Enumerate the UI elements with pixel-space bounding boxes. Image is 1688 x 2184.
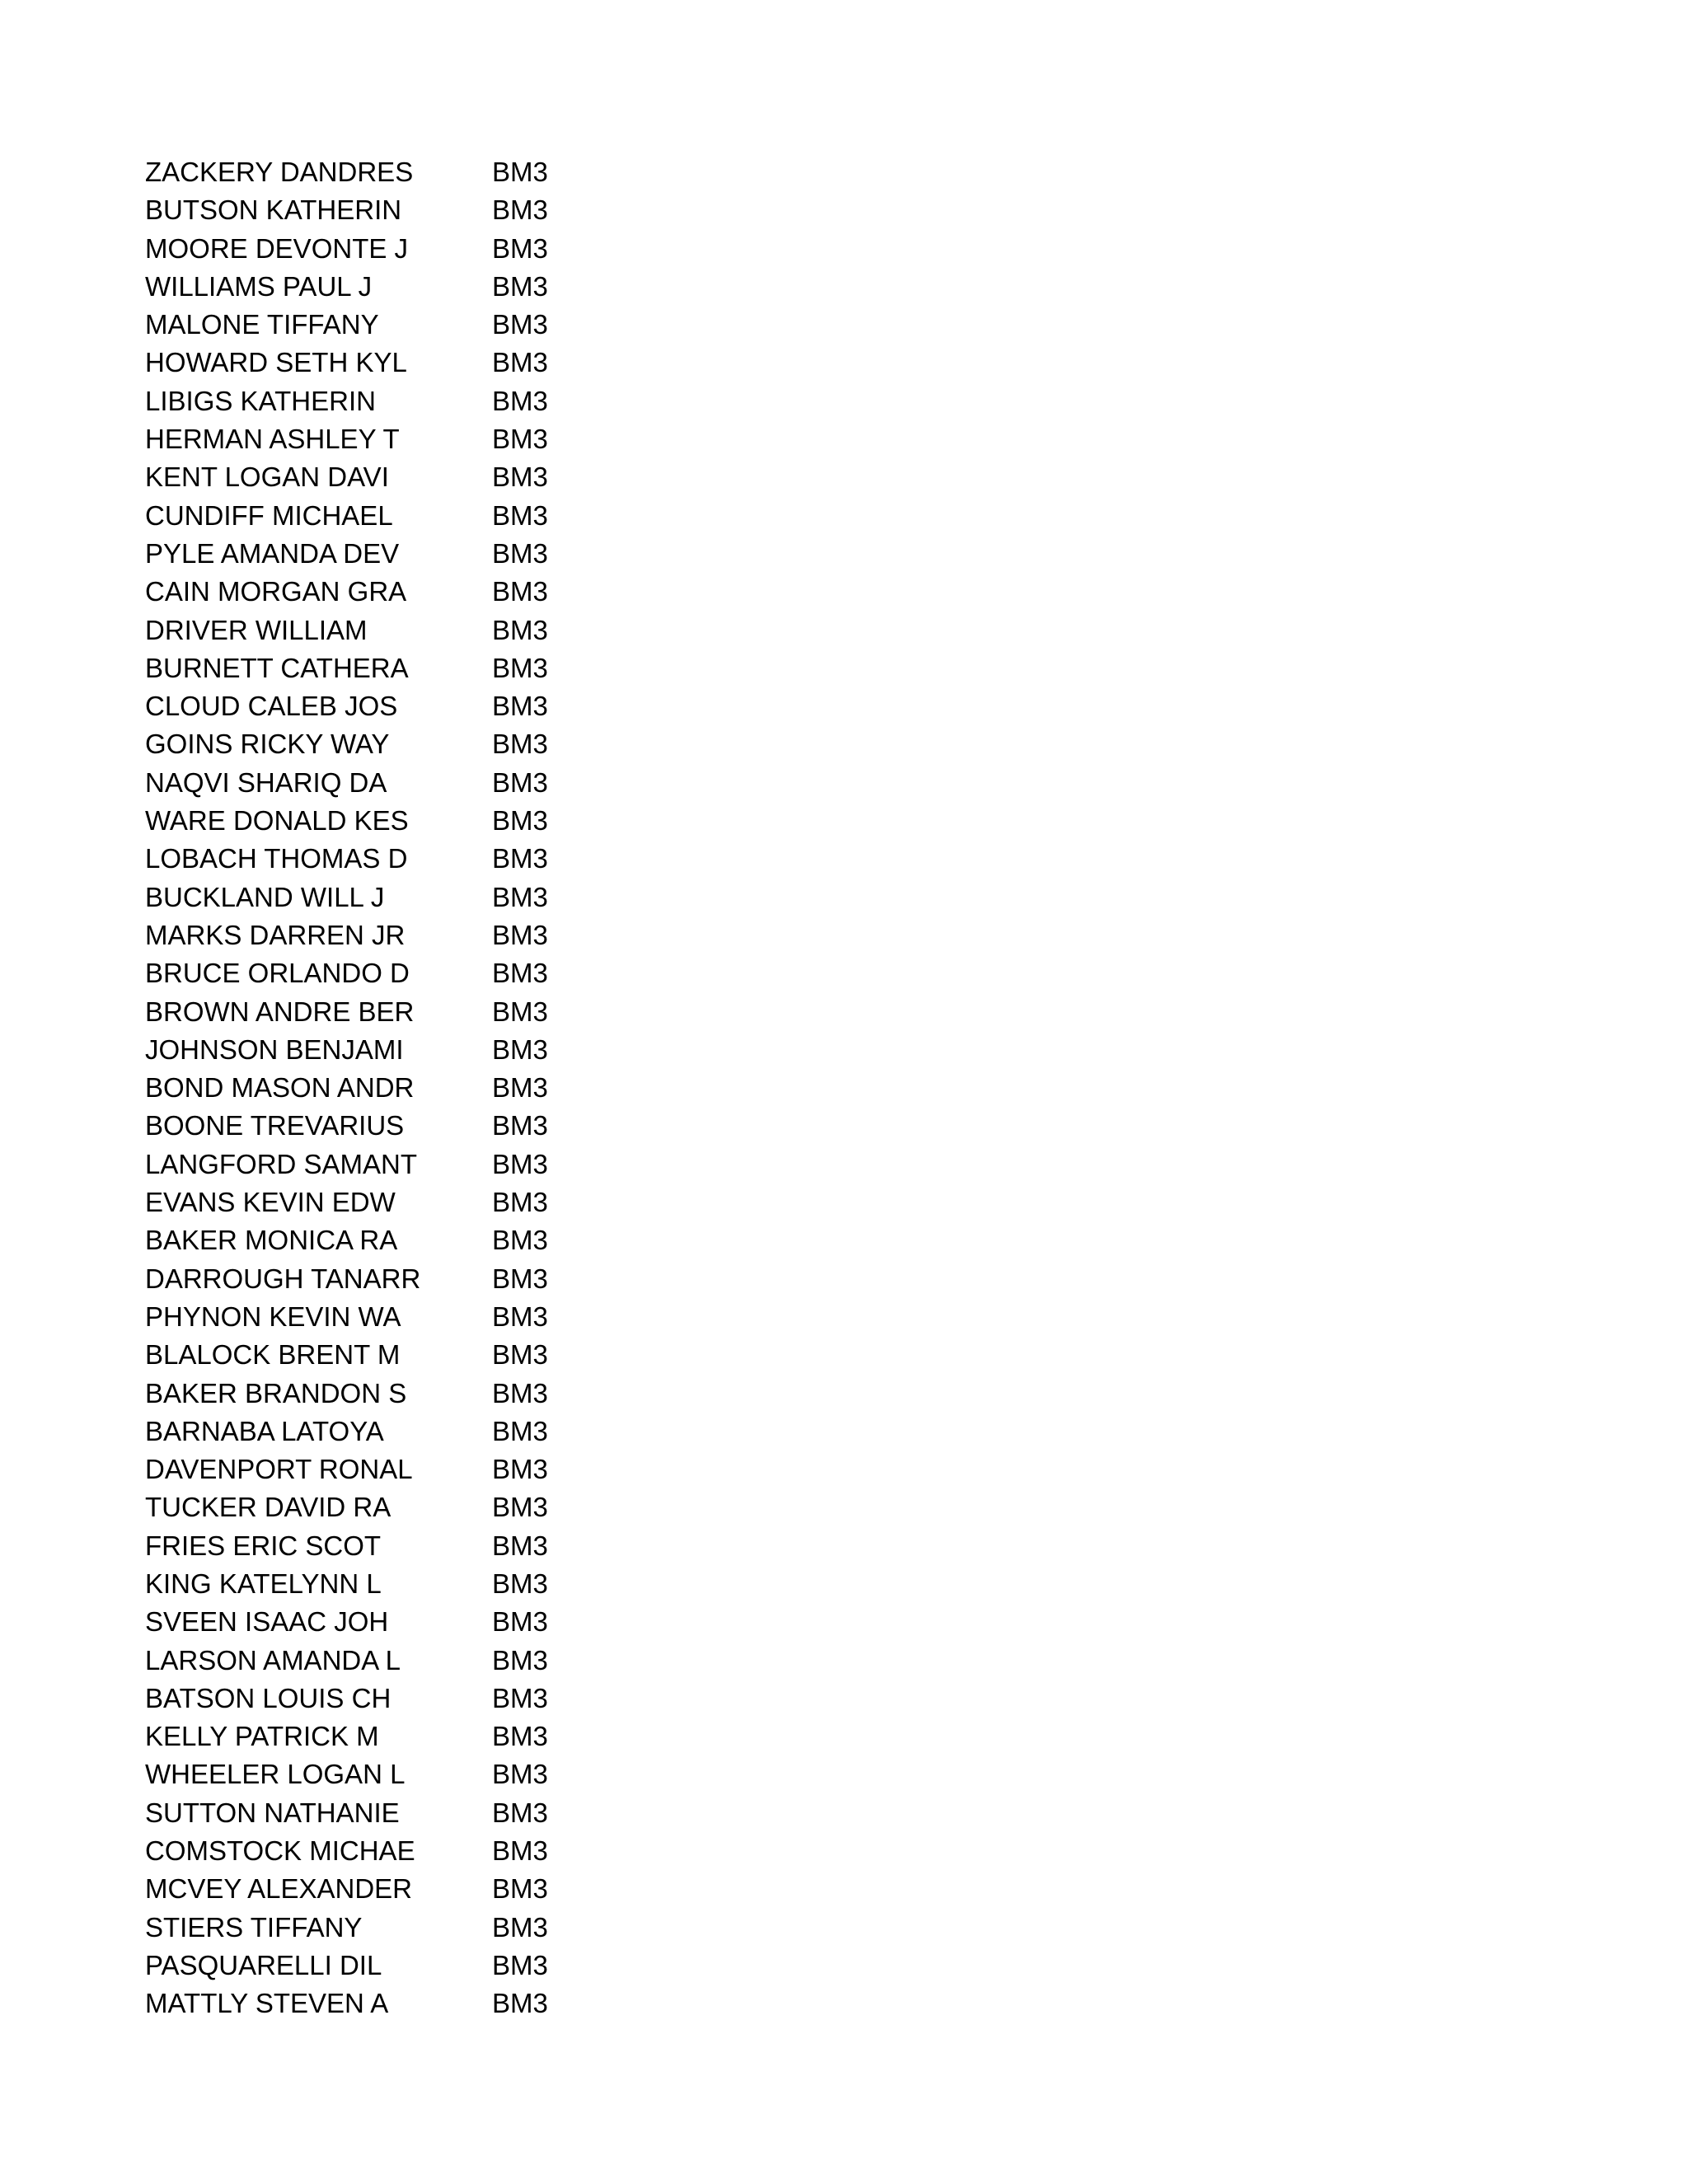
rate-code: BM3: [492, 805, 548, 837]
rate-code: BM3: [492, 1644, 548, 1675]
person-name: SUTTON NATHANIE: [145, 1797, 400, 1828]
roster-row: [145, 1680, 591, 1718]
person-name: WHEELER LOGAN L: [145, 1759, 406, 1790]
person-name: WARE DONALD KES: [145, 805, 409, 837]
person-name: PHYNON KEVIN WA: [145, 1301, 401, 1332]
rate-code: BM3: [492, 1911, 548, 1943]
rate-code: BM3: [492, 499, 548, 531]
roster-row: [145, 191, 591, 229]
person-name: BUCKLAND WILL J: [145, 881, 385, 912]
roster-row: [145, 802, 591, 840]
rate-code: BM3: [492, 576, 548, 607]
roster-row: [145, 1221, 591, 1259]
person-name: TUCKER DAVID RA: [145, 1492, 392, 1523]
person-name: KENT LOGAN DAVI: [145, 462, 389, 493]
rate-code: BM3: [492, 1148, 548, 1179]
roster-row: [145, 1642, 591, 1680]
person-name: BRUCE ORLANDO D: [145, 958, 410, 989]
person-name: HERMAN ASHLEY T: [145, 424, 400, 455]
roster-row: [145, 1832, 591, 1870]
roster-row: [145, 458, 591, 496]
person-name: BAKER MONICA RA: [145, 1225, 398, 1256]
rate-code: BM3: [492, 1835, 548, 1867]
person-name: CLOUD CALEB JOS: [145, 691, 398, 722]
rate-code: BM3: [492, 691, 548, 722]
person-name: ZACKERY DANDRES: [145, 157, 414, 187]
person-name: CUNDIFF MICHAEL: [145, 499, 393, 531]
roster-row: [145, 840, 591, 878]
roster-list: [145, 153, 591, 2023]
person-name: LIBIGS KATHERIN: [145, 385, 376, 416]
roster-row: [145, 764, 591, 802]
rate-code: BM3: [492, 270, 548, 302]
person-name: BUTSON KATHERIN: [145, 194, 402, 226]
rate-code: BM3: [492, 1072, 548, 1104]
person-name: DRIVER WILLIAM: [145, 614, 368, 645]
person-name: COMSTOCK MICHAE: [145, 1835, 415, 1867]
roster-row: [145, 344, 591, 382]
roster-row: [145, 1718, 591, 1755]
person-name: CAIN MORGAN GRA: [145, 576, 407, 607]
person-name: MATTLY STEVEN A: [145, 1988, 389, 2019]
rate-code: BM3: [492, 919, 548, 950]
roster-row: [145, 1985, 591, 2022]
rate-code: BM3: [492, 1797, 548, 1828]
person-name: JOHNSON BENJAMI: [145, 1033, 404, 1065]
roster-row: [145, 1107, 591, 1145]
rate-code: BM3: [492, 958, 548, 989]
rate-code: BM3: [492, 843, 548, 874]
roster-row: [145, 1031, 591, 1069]
roster-row: [145, 1069, 591, 1107]
person-name: BAKER BRANDON S: [145, 1377, 407, 1408]
rate-code: BM3: [492, 309, 548, 340]
person-name: STIERS TIFFANY: [145, 1911, 363, 1943]
rate-code: BM3: [492, 1530, 548, 1561]
roster-row: [145, 649, 591, 687]
rate-code: BM3: [492, 1033, 548, 1065]
roster-row: [145, 268, 591, 306]
roster-row: [145, 1947, 591, 1985]
rate-code: BM3: [492, 1187, 548, 1218]
roster-row: [145, 153, 591, 191]
person-name: PASQUARELLI DIL: [145, 1949, 382, 1980]
person-name: BOND MASON ANDR: [145, 1072, 415, 1104]
roster-row: [145, 1909, 591, 1947]
person-name: BURNETT CATHERA: [145, 652, 409, 683]
rate-code: BM3: [492, 537, 548, 569]
rate-code: BM3: [492, 1988, 548, 2019]
roster-row: [145, 382, 591, 420]
roster-row: [145, 1603, 591, 1641]
rate-code: BM3: [492, 1682, 548, 1713]
person-name: DARROUGH TANARR: [145, 1263, 421, 1294]
roster-row: [145, 306, 591, 344]
rate-code: BM3: [492, 1949, 548, 1980]
person-name: BROWN ANDRE BER: [145, 996, 415, 1027]
roster-row: [145, 1336, 591, 1374]
person-name: FRIES ERIC SCOT: [145, 1530, 382, 1561]
roster-row: [145, 1260, 591, 1298]
person-name: GOINS RICKY WAY: [145, 729, 390, 760]
person-name: HOWARD SETH KYL: [145, 347, 407, 378]
roster-row: [145, 1488, 591, 1526]
rate-code: BM3: [492, 881, 548, 912]
person-name: PYLE AMANDA DEV: [145, 537, 400, 569]
roster-row: [145, 993, 591, 1031]
person-name: LANGFORD SAMANT: [145, 1148, 418, 1179]
roster-row: [145, 1870, 591, 1908]
roster-row: [145, 1413, 591, 1451]
roster-row: [145, 612, 591, 649]
rate-code: BM3: [492, 729, 548, 760]
person-name: BATSON LOUIS CH: [145, 1682, 392, 1713]
person-name: KING KATELYNN L: [145, 1568, 382, 1599]
roster-row: [145, 573, 591, 611]
rate-code: BM3: [492, 1759, 548, 1790]
roster-row: [145, 1527, 591, 1565]
rate-code: BM3: [492, 232, 548, 264]
person-name: LOBACH THOMAS D: [145, 843, 408, 874]
roster-row: [145, 497, 591, 535]
roster-row: [145, 1755, 591, 1793]
rate-code: BM3: [492, 157, 548, 187]
rate-code: BM3: [492, 1110, 548, 1141]
roster-row: [145, 230, 591, 268]
roster-row: [145, 1298, 591, 1336]
rate-code: BM3: [492, 1339, 548, 1371]
rate-code: BM3: [492, 1377, 548, 1408]
rate-code: BM3: [492, 766, 548, 798]
rate-code: BM3: [492, 424, 548, 455]
person-name: NAQVI SHARIQ DA: [145, 766, 387, 798]
rate-code: BM3: [492, 347, 548, 378]
roster-row: [145, 916, 591, 954]
person-name: MCVEY ALEXANDER: [145, 1873, 413, 1905]
rate-code: BM3: [492, 1568, 548, 1599]
roster-row: [145, 420, 591, 458]
roster-row: [145, 687, 591, 725]
rate-code: BM3: [492, 385, 548, 416]
rate-code: BM3: [492, 462, 548, 493]
person-name: EVANS KEVIN EDW: [145, 1187, 396, 1218]
person-name: BOONE TREVARIUS: [145, 1110, 405, 1141]
person-name: MARKS DARREN JR: [145, 919, 406, 950]
rate-code: BM3: [492, 1492, 548, 1523]
rate-code: BM3: [492, 1301, 548, 1332]
rate-code: BM3: [492, 1415, 548, 1446]
roster-row: [145, 1183, 591, 1221]
person-name: MALONE TIFFANY: [145, 309, 379, 340]
rate-code: BM3: [492, 614, 548, 645]
person-name: KELLY PATRICK M: [145, 1721, 379, 1752]
rate-code: BM3: [492, 1454, 548, 1485]
roster-row: [145, 1794, 591, 1832]
rate-code: BM3: [492, 1225, 548, 1256]
person-name: WILLIAMS PAUL J: [145, 270, 373, 302]
rate-code: BM3: [492, 1263, 548, 1294]
roster-row: [145, 1451, 591, 1488]
rate-code: BM3: [492, 194, 548, 226]
person-name: SVEEN ISAAC JOH: [145, 1606, 389, 1638]
person-name: BARNABA LATOYA: [145, 1415, 384, 1446]
roster-row: [145, 725, 591, 763]
roster-row: [145, 1565, 591, 1603]
roster-row: [145, 1375, 591, 1413]
person-name: MOORE DEVONTE J: [145, 232, 409, 264]
roster-row: [145, 879, 591, 916]
roster-row: [145, 535, 591, 573]
rate-code: BM3: [492, 652, 548, 683]
person-name: DAVENPORT RONAL: [145, 1454, 413, 1485]
roster-row: [145, 1146, 591, 1183]
person-name: BLALOCK BRENT M: [145, 1339, 401, 1371]
rate-code: BM3: [492, 1873, 548, 1905]
rate-code: BM3: [492, 1606, 548, 1638]
rate-code: BM3: [492, 1721, 548, 1752]
roster-row: [145, 954, 591, 992]
rate-code: BM3: [492, 996, 548, 1027]
person-name: LARSON AMANDA L: [145, 1644, 401, 1675]
